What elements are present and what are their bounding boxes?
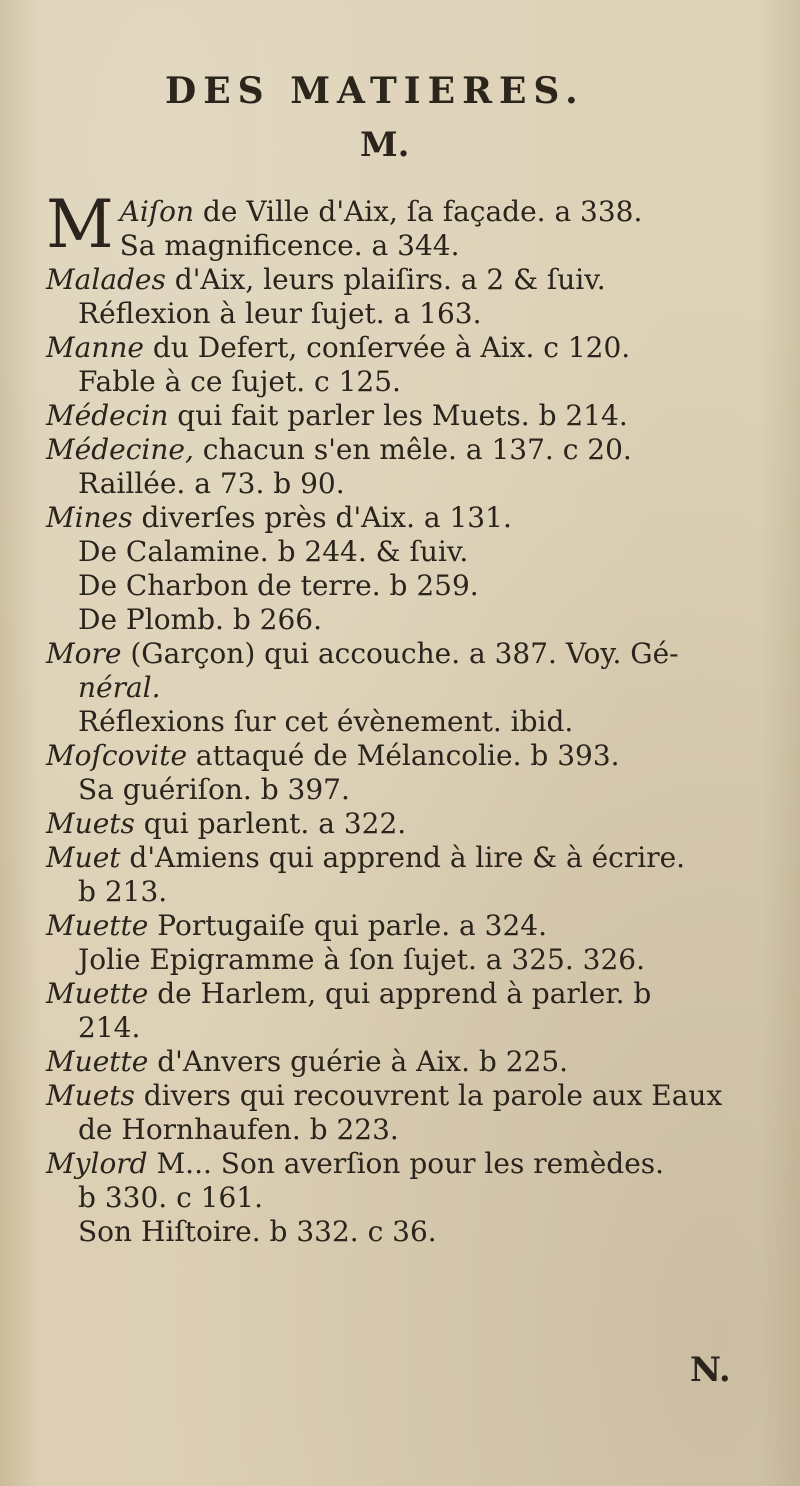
entry-text: Raillée. a 73. b 90. (78, 467, 345, 500)
entry-list (30, 263, 770, 1249)
entry-headword: Moſcovite (46, 739, 188, 772)
entry-headword: Muette (46, 1045, 149, 1078)
index-entry (120, 195, 643, 229)
index-entry (30, 977, 770, 1011)
entry-headword: Muets (46, 807, 135, 840)
first-entry (30, 186, 770, 263)
index-entry (30, 1045, 770, 1079)
index-subentry (30, 365, 770, 399)
entry-headword: Mylord (46, 1147, 148, 1180)
index-subentry (30, 875, 770, 909)
index-entry (30, 399, 770, 433)
index-entry (30, 1147, 770, 1181)
entry-text: 214. (78, 1011, 141, 1044)
entry-text: diverſes près d'Aix. a 131. (132, 501, 512, 534)
entry-text: d'Amiens qui apprend à lire & à écrire. (120, 841, 686, 874)
index-subentry (30, 603, 770, 637)
entry-text: M... Son averſion pour les remèdes. (147, 1147, 665, 1180)
entry-headword: néral. (78, 671, 161, 704)
entry-headword: Muet (46, 841, 121, 874)
index-entry (30, 1079, 770, 1113)
entry-text: b 213. (78, 875, 168, 908)
entry-text: divers qui recouvrent la parole aux Eaux (134, 1079, 723, 1112)
entry-text: d'Aix, leurs plaiſirs. a 2 & ſuiv. (165, 263, 606, 296)
entry-headword: Muette (46, 909, 149, 942)
entry-text: d'Anvers guérie à Aix. b 225. (148, 1045, 569, 1078)
index-entries (30, 186, 770, 1249)
index-entry (30, 501, 770, 535)
entry-text: Sa guériſon. b 397. (78, 773, 350, 806)
entry-text: attaqué de Mélancolie. b 393. (187, 739, 620, 772)
entry-headword: Médecine, (46, 433, 194, 466)
index-entry (30, 909, 770, 943)
section-letter: M. (360, 125, 410, 165)
entry-headword: Médecin (46, 399, 169, 432)
index-entry (30, 739, 770, 773)
index-subentry (30, 1113, 770, 1147)
entry-text: Réflexion à leur ſujet. a 163. (78, 297, 482, 330)
running-head: DES MATIERES. (165, 70, 585, 112)
index-subentry (30, 705, 770, 739)
index-subentry (30, 671, 770, 705)
index-subentry (30, 467, 770, 501)
entry-headword: Muette (46, 977, 149, 1010)
entry-headword: Malades (46, 263, 166, 296)
index-subentry (30, 1215, 770, 1249)
index-subentry (30, 569, 770, 603)
index-entry (30, 433, 770, 467)
index-entry (30, 263, 770, 297)
entry-text: Fable à ce ſujet. c 125. (78, 365, 401, 398)
index-entry (30, 841, 770, 875)
entry-text: (Garçon) qui accouche. a 387. Voy. Gé- (121, 637, 679, 670)
entry-headword: Manne (46, 331, 144, 364)
index-subentry (30, 773, 770, 807)
index-entry (30, 637, 770, 671)
index-subentry (30, 1181, 770, 1215)
index-subentry (30, 535, 770, 569)
entry-text: Portugaiſe qui parle. a 324. (148, 909, 547, 942)
entry-text: de Ville d'Aix, ſa façade. a 338. (194, 195, 643, 228)
entry-text: Réflexions ſur cet évènement. ibid. (78, 705, 574, 738)
entry-text: Jolie Epigramme à ſon ſujet. a 325. 326. (78, 943, 645, 976)
entry-headword: Mines (46, 501, 133, 534)
index-subentry (30, 943, 770, 977)
entry-text: qui fait parler les Muets. b 214. (168, 399, 628, 432)
entry-text: b 330. c 161. (78, 1181, 263, 1214)
index-subentry: Sa magnificence. a 344. (119, 229, 460, 262)
entry-headword: Aiſon (119, 195, 195, 228)
index-subentry (30, 1011, 770, 1045)
drop-capital: M (46, 186, 114, 263)
entry-text: Son Hiſtoire. b 332. c 36. (78, 1215, 437, 1248)
index-entry (30, 331, 770, 365)
index-subentry (30, 297, 770, 331)
entry-text: De Calamine. b 244. & ſuiv. (78, 535, 469, 568)
entry-text: De Plomb. b 266. (78, 603, 323, 636)
entry-text: du Defert, conſervée à Aix. c 120. (144, 331, 631, 364)
entry-text: De Charbon de terre. b 259. (78, 569, 479, 602)
entry-text: qui parlent. a 322. (134, 807, 407, 840)
catchword: N. (690, 1350, 731, 1390)
index-entry (30, 807, 770, 841)
entry-text: de Hornhaufen. b 223. (78, 1113, 399, 1146)
entry-headword: More (46, 637, 122, 670)
entry-text: de Harlem, qui apprend à parler. b (148, 977, 652, 1010)
entry-headword: Muets (46, 1079, 135, 1112)
entry-text: chacun s'en mêle. a 137. c 20. (193, 433, 632, 466)
